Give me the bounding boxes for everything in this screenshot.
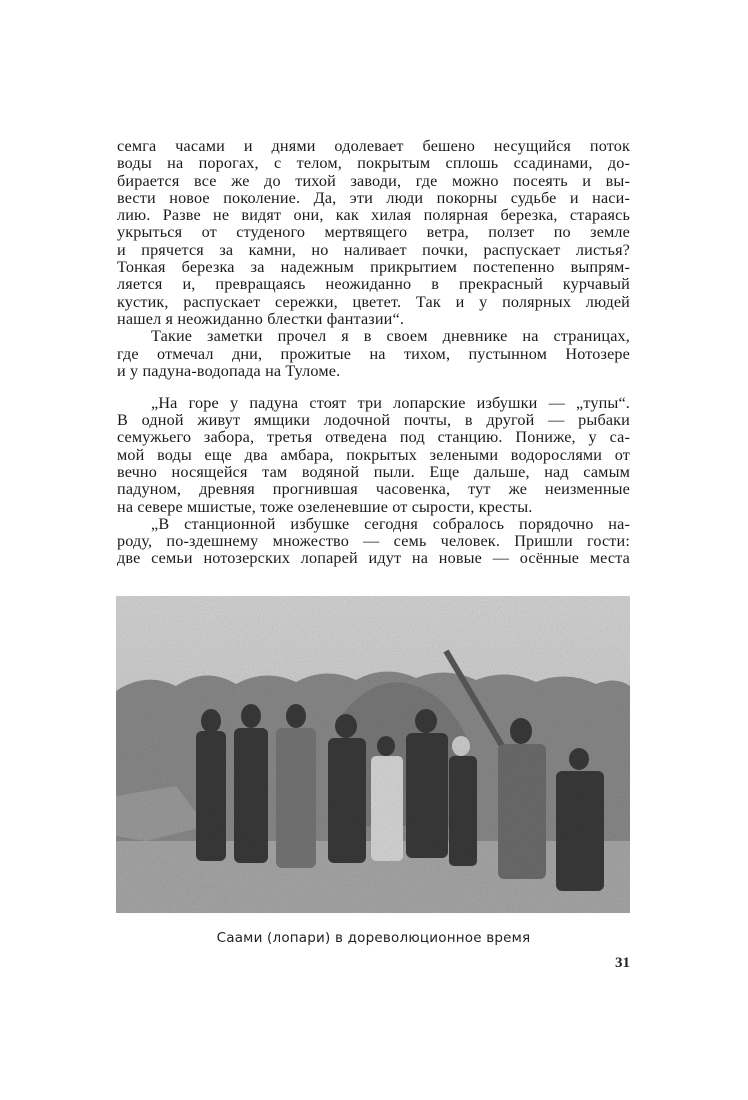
text-line: укрыться от студеного мертвящего ветра, ползет по земле <box>117 223 630 242</box>
text-line: нашел я неожиданно блестки фантазии“. <box>117 309 405 328</box>
text-line: кустик, распускает сережки, цветет. Так и у полярных людей <box>117 292 630 311</box>
text-column <box>117 138 630 568</box>
section-gap <box>117 380 630 395</box>
text-line: падуном, древняя прогнившая часовенка, тут же неизменные <box>117 480 630 499</box>
text-line: бирается все же до тихой заводи, где можно посеять и вы- <box>117 171 630 190</box>
paragraph-start-line: „В станционной избушке сегодня собралось порядочно на- <box>151 514 630 533</box>
page-number: 31 <box>615 955 630 971</box>
text-line: вечно носящейся там водяной пыли. Еще дальше, над самым <box>117 462 630 481</box>
photo-caption: Саами (лопари) в дореволюционное время <box>216 930 531 946</box>
text-line: вести новое поколение. Да, эти люди покорны судьбе и наси- <box>117 188 630 207</box>
text-line: две семьи нотозерских лопарей идут на новые — осённые места <box>117 549 630 568</box>
photo-image <box>116 596 630 913</box>
text-line: семга часами и днями одолевает бешено несущийся поток <box>117 137 630 155</box>
text-line: Тонкая березка за надежным прикрытием постепенно выпрям- <box>117 258 630 277</box>
text-line: и у падуна-водопада на Туломе. <box>117 361 341 380</box>
text-line: мой воды еще два амбара, покрытых зелеными водорослями от <box>117 445 630 464</box>
paragraph-start-line: „На горе у падуна стоят три лопарские избушки — „тупы“. <box>151 393 630 412</box>
text-line: семужьего забора, третья отведена под станцию. Пониже, у са- <box>117 428 630 447</box>
photo-sami-group <box>116 596 630 913</box>
text-line: где отмечал дни, прожитые на тихом, пустынном Нотозере <box>117 344 630 363</box>
text-line: на севере мшистые, тоже озеленевшие от сырости, кресты. <box>117 497 533 516</box>
text-line: лию. Разве не видят они, как хилая полярная березка, стараясь <box>117 206 630 225</box>
text-line: роду, по-здешнему множество — семь человек. Пришли гости: <box>117 532 630 551</box>
text-line: ляется и, превращаясь неожиданно в прекрасный курчавый <box>117 275 630 294</box>
text-line: воды на порогах, с телом, покрытым сплошь ссадинами, до- <box>117 154 630 173</box>
text-line: В одной живут ямщики лодочной почты, в другой — рыбаки <box>117 411 630 430</box>
paragraph-start-line: Такие заметки прочел я в своем дневнике на страницах, <box>151 327 630 346</box>
text-line: и прячется за камни, но наливает почки, распускает листья? <box>117 240 630 259</box>
